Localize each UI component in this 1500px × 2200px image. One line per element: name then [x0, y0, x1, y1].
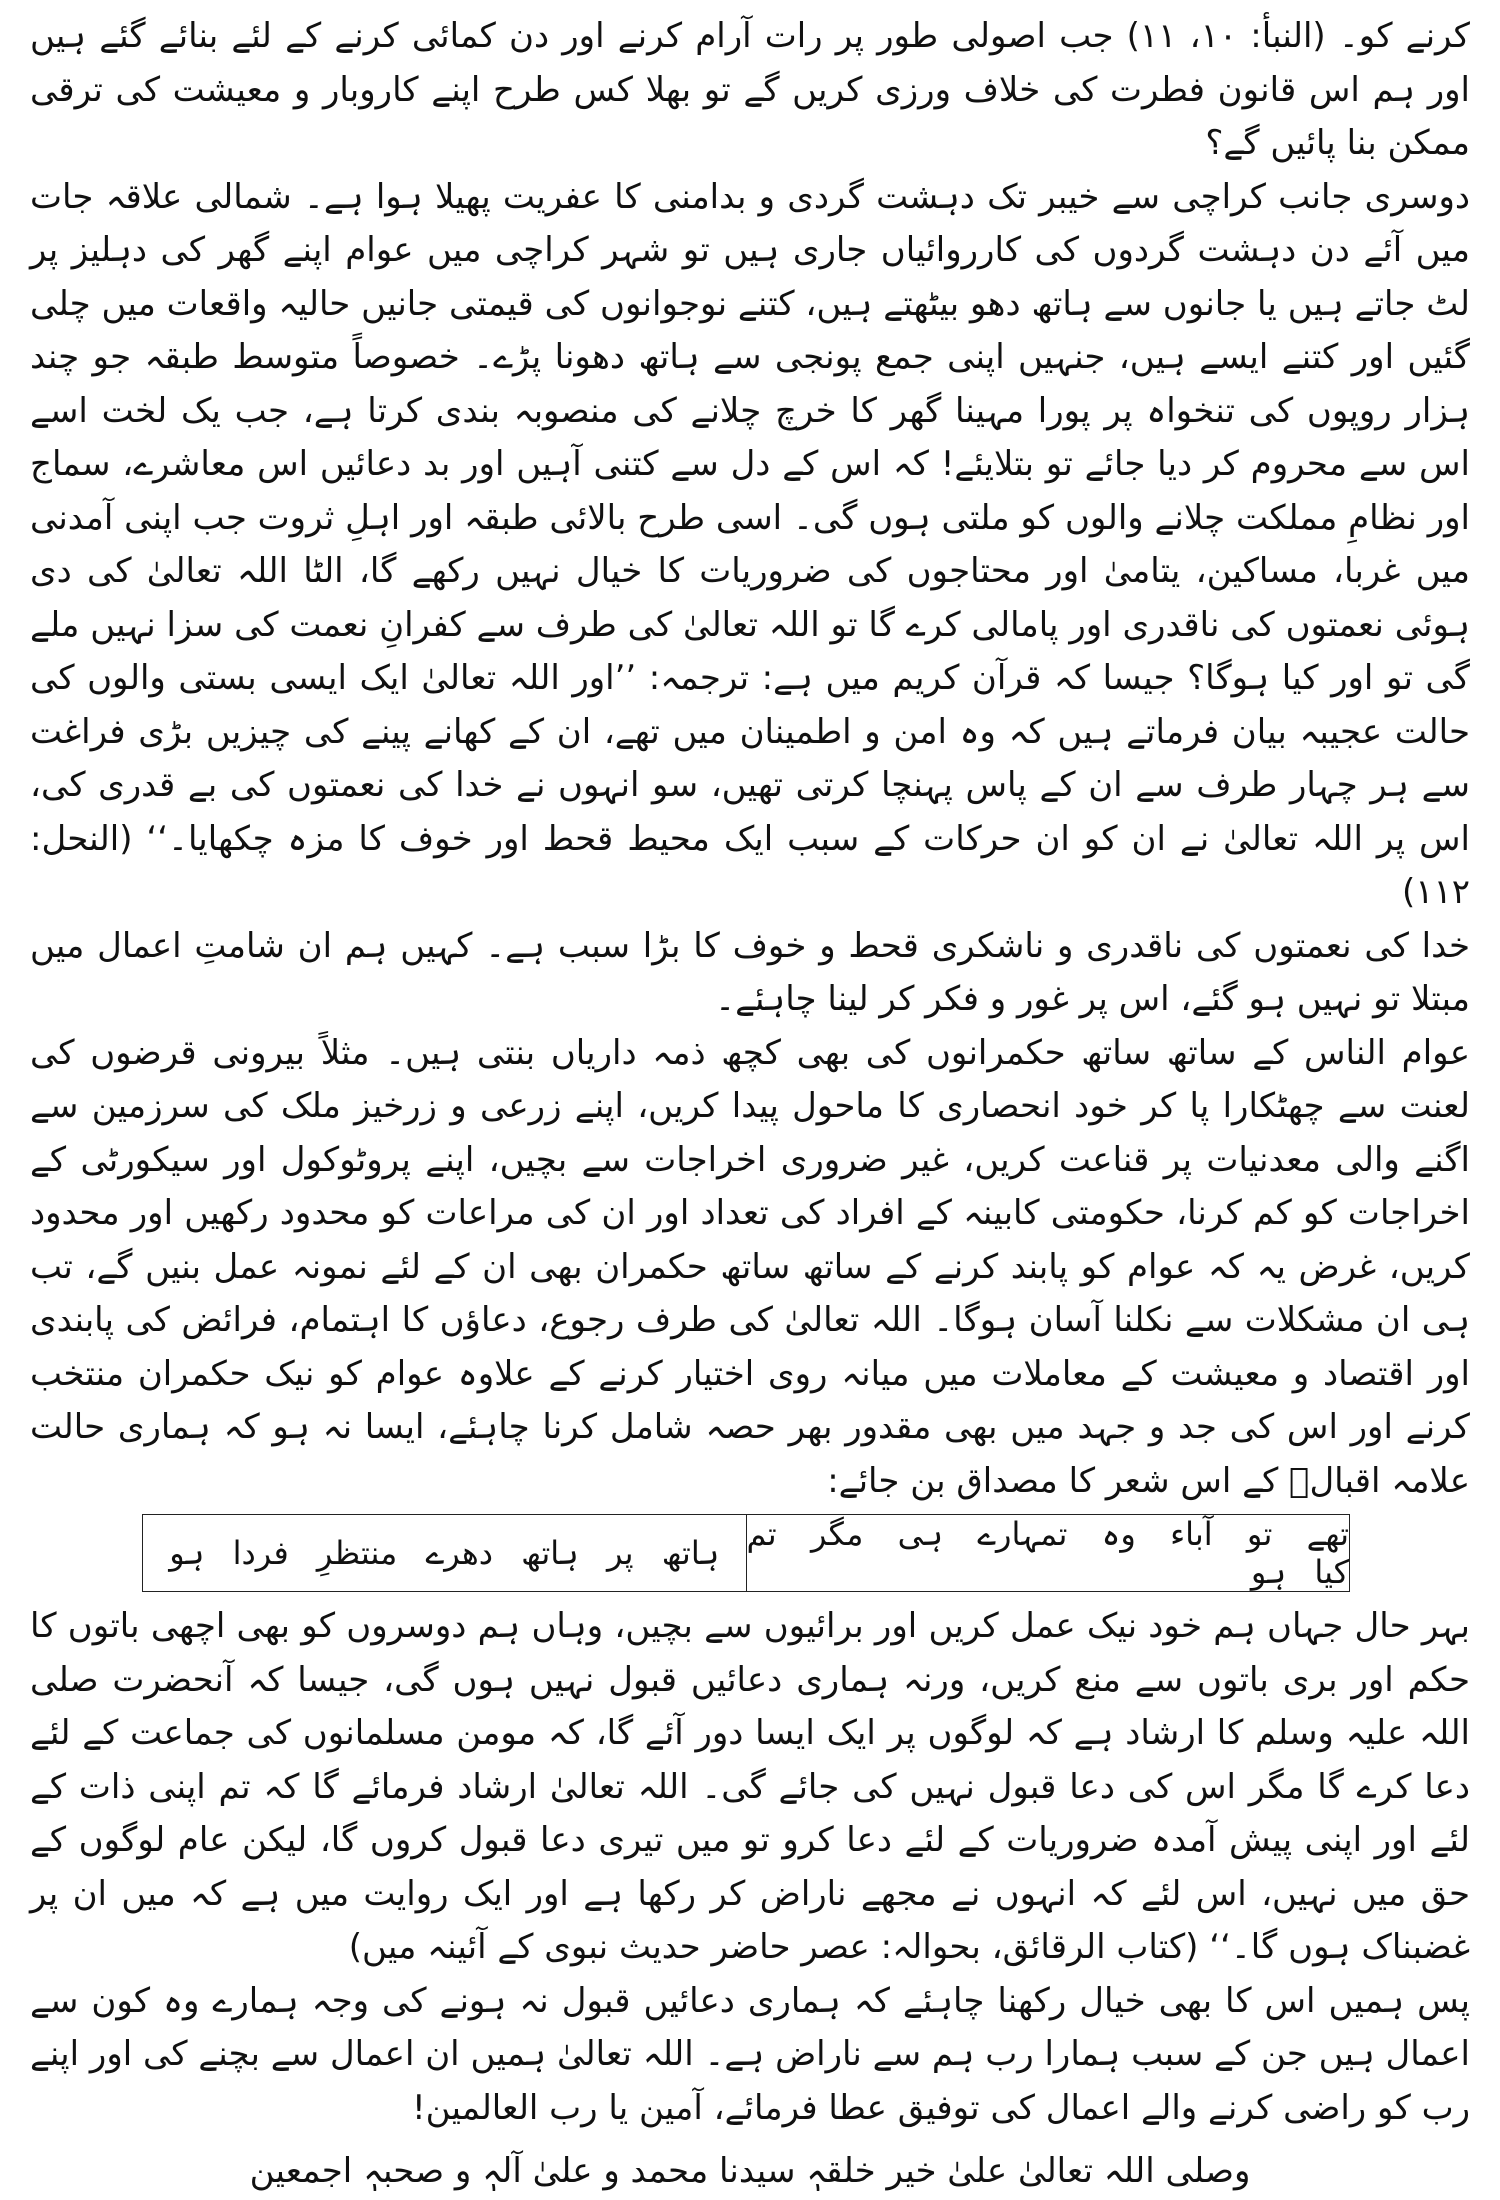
couplet-second-line: ہاتھ پر ہاتھ دھرے منتظرِ فردا ہو: [143, 1515, 747, 1591]
paragraph-1: کرنے کو۔ (النبأ: ۱۰، ۱۱) جب اصولی طور پر رات آرام کرنے اور دن کمائی کرنے کے لئے بنائے گئے ہیں اور ہم اس قانون فطرت کی خلاف ورزی کریں گے تو بھلا کس طرح اپنے کاروبار و معیشت کی ترقی ممکن بنا پائیں گے؟: [30, 16, 1470, 163]
paragraph-6: پس ہمیں اس کا بھی خیال رکھنا چاہئے کہ ہماری دعائیں قبول نہ ہونے کی وجہ ہمارے وہ کون سے اعمال ہیں جن کے سبب ہمارا رب ہم سے ناراض ہے۔ اللہ تعالیٰ ہمیں ان اعمال سے بچنے کی اور اپنے رب کو راضی کرنے والے اعمال کی توفیق عطا فرمائے، آمین یا رب العالمین!: [30, 1980, 1470, 2128]
document-page: [30, 10, 1470, 2190]
paragraph-5: بہر حال جہاں ہم خود نیک عمل کریں اور برائیوں سے بچیں، وہاں ہم دوسروں کو بھی اچھی باتوں کا حکم اور بری باتوں سے منع کریں، ورنہ ہماری دعائیں قبول نہیں ہوں گی، جیسا کہ آنحضرت صلی اللہ علیہ وسلم کا ارشاد ہے کہ لوگوں پر ایک ایسا دور آئے گا، کہ مومن مسلمانوں کی جماعت کے لئے دعا کرے گا مگر اس کی دعا قبول نہیں کی جائے گی۔ اللہ تعالیٰ ارشاد فرمائے گا کہ تم اپنی ذات کے لئے اور اپنی پیش آمدہ ضروریات کے لئے دعا کرو تو میں تیری دعا قبول کروں گا، لیکن عام لوگوں کے حق میں نہیں، اس لئے کہ انہوں نے مجھے ناراض کر رکھا ہے اور ایک روایت میں ہے کہ میں ان پر غضبناک ہوں گا۔‘‘ (کتاب الرقائق، بحوالہ: عصر حاضر حدیث نبوی کے آئینہ میں): [30, 1606, 1470, 1967]
paragraph-4: عوام الناس کے ساتھ ساتھ حکمرانوں کی بھی کچھ ذمہ داریاں بنتی ہیں۔ مثلاً بیرونی قرضوں کی لعنت سے چھٹکارا پا کر خود انحصاری کا ماحول پیدا کریں، اپنے زرعی و زرخیز ملک کی سرزمین سے اگنے والی معدنیات پر قناعت کریں، غیر ضروری اخراجات سے بچیں، اپنے پروٹوکول اور سیکورٹی کے اخراجات کو کم کرنا، حکومتی کابینہ کے افراد کی تعداد اور ان کی مراعات کو محدود رکھیں اور محدود کریں، غرض یہ کہ عوام کو پابند کرنے کے ساتھ ساتھ حکمران بھی ان کے لئے نمونہ عمل بنیں گے، تب ہی ان مشکلات سے نکلنا آسان ہوگا۔ اللہ تعالیٰ کی طرف رجوع، دعاؤں کا اہتمام، فرائض کی پابندی اور اقتصاد و معیشت کے معاملات میں میانہ روی اختیار کرنے کے علاوہ عوام کو نیک حکمران منتخب کرنے اور اس کی جد و جہد میں بھی مقدور بھر حصہ شامل کرنا چاہئے، ایسا نہ ہو کہ ہماری حالت علامہ اقبالؒ کے اس شعر کا مصداق بن جائے:: [30, 1032, 1470, 1501]
closing-salutation: وصلی اللہ تعالیٰ علیٰ خیر خلقہٖ سیدنا محمد و علیٰ آلہٖ و صحبہٖ اجمعین: [249, 2151, 1251, 2191]
couplet-box: [142, 1514, 1350, 1592]
couplet-first-line: تھے تو آباء وہ تمہارے ہی مگر تم کیا ہو: [746, 1515, 1349, 1591]
paragraph-3: خدا کی نعمتوں کی ناقدری و ناشکری قحط و خوف کا بڑا سبب ہے۔ کہیں ہم ان شامتِ اعمال میں مبتلا تو نہیں ہو گئے، اس پر غور و فکر کر لینا چاہئے۔: [30, 925, 1470, 1019]
paragraph-2: دوسری جانب کراچی سے خیبر تک دہشت گردی و بدامنی کا عفریت پھیلا ہوا ہے۔ شمالی علاقہ جات میں آئے دن دہشت گردوں کی کارروائیاں جاری ہیں تو شہر کراچی میں عوام اپنے گھر کی دہلیز پر لٹ جاتے ہیں یا جانوں سے ہاتھ دھو بیٹھتے ہیں، کتنے نوجوانوں کی قیمتی جانیں حالیہ واقعات میں چلی گئیں اور کتنے ایسے ہیں، جنہیں اپنی جمع پونجی سے ہاتھ دھونا پڑے۔ خصوصاً متوسط طبقہ جو چند ہزار روپوں کی تنخواہ پر پورا مہینا گھر کا خرچ چلانے کی منصوبہ بندی کرتا ہے، جب یک لخت اسے اس سے محروم کر دیا جائے تو بتلایئے! کہ اس کے دل سے کتنی آہیں اور بد دعائیں اس معاشرے، سماج اور نظامِ مملکت چلانے والوں کو ملتی ہوں گی۔ اسی طرح بالائی طبقہ اور اہلِ ثروت جب اپنی آمدنی میں غربا، مساکین، یتامیٰ اور محتاجوں کی ضروریات کا خیال نہیں رکھے گا، الٹا اللہ تعالیٰ کی دی ہوئی نعمتوں کی ناقدری اور پامالی کرے گا تو اللہ تعالیٰ کی طرف سے کفرانِ نعمت کی سزا نہیں ملے گی تو اور کیا ہوگا؟ جیسا کہ قرآن کریم میں ہے: ترجمہ: ’’اور اللہ تعالیٰ ایک ایسی بستی والوں کی حالت عجیبہ بیان فرماتے ہیں کہ وہ امن و اطمینان میں تھے، ان کے کھانے پینے کی چیزیں بڑی فراغت سے ہر چہار طرف سے ان کے پاس پہنچا کرتی تھیں، سو انہوں نے خدا کی نعمتوں کی بے قدری کی، اس پر اللہ تعالیٰ نے ان کو ان حرکات کے سبب ایک محیط قحط اور خوف کا مزہ چکھایا۔‘‘ (النحل: ۱۱۲): [30, 176, 1470, 912]
